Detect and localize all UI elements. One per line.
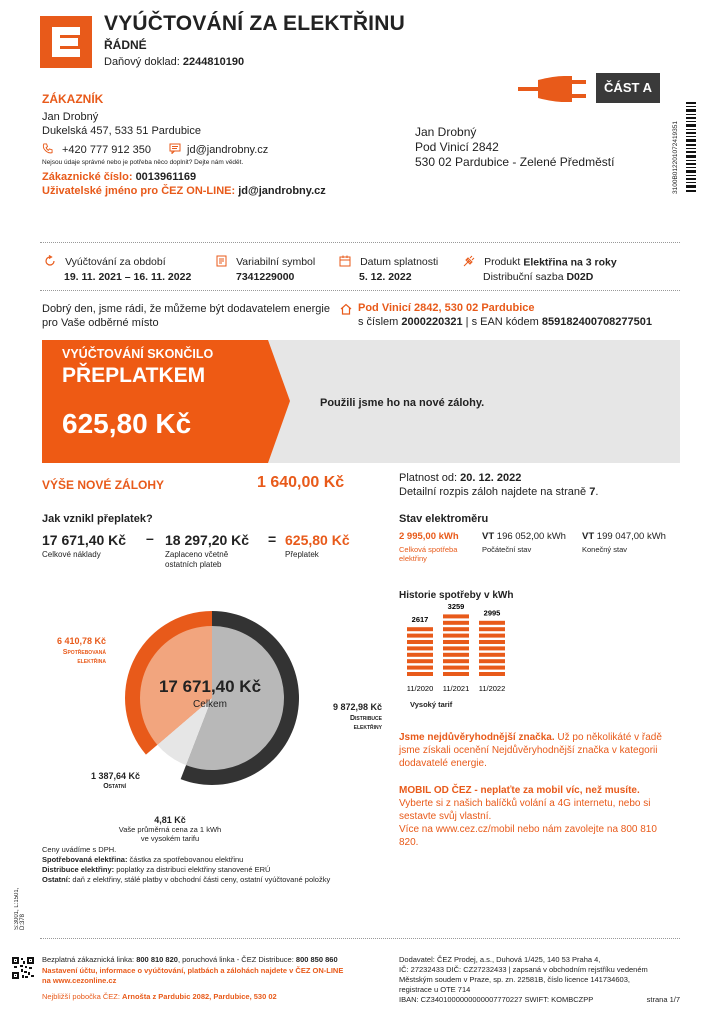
minus-sign: –: [146, 530, 154, 546]
ean-code: 859182400708277501: [541, 316, 653, 328]
barcode: [686, 102, 696, 192]
divider: [40, 242, 680, 243]
online-link[interactable]: na www.cezonline.cz: [42, 976, 117, 985]
start-prefix: VT: [482, 531, 495, 542]
mailing-address: [415, 125, 614, 170]
customer-number: 0013961169: [135, 171, 197, 183]
bar-segment: [479, 634, 505, 638]
bar-segment: [407, 640, 433, 644]
bar-segment: [407, 634, 433, 638]
product-label: Produkt: [484, 256, 521, 269]
pie-elec-name-2: elektřina: [77, 658, 106, 665]
branch-address: Arnošta z Pardubic 2082, Pardubice, 530 02: [122, 991, 277, 1001]
detail-post: .: [595, 486, 599, 498]
cez-logo: [40, 16, 92, 68]
supplier-iban: IBAN: CZ3401000000000007770227 SWIFT: KOMBCZPP: [399, 995, 594, 1004]
location-icon: [340, 303, 352, 318]
paid-label-1: Zaplaceno včetně: [165, 550, 229, 559]
note1-text: částka za spotřebovanou elektřinu: [127, 855, 244, 864]
note3-text: daň z elektřiny, stálé platby v obchodní části ceny, ostatní vyúčtované položky: [70, 875, 331, 884]
vs-label: Variabilní symbol: [236, 256, 316, 269]
customer-phone: +420 777 912 350: [62, 144, 152, 156]
barcode-number: 3100B012201072419351: [672, 120, 679, 194]
qr-code: [12, 957, 34, 982]
mail-city: 530 02 Pardubice - Zelené Předměstí: [415, 155, 615, 169]
mobile-promo-text: Vyberte si z našich balíčků volání a 4G internetu, nebo si sestavte svůj vlastní.: [399, 798, 651, 822]
tax-doc-number: 2244810190: [182, 56, 245, 68]
bar-segment: [407, 653, 433, 657]
avg-price: 4,81 Kč: [154, 815, 186, 825]
advances-validity: [399, 472, 521, 484]
end-label: Konečný stav: [582, 545, 628, 554]
pie-dist-name-2: elektřiny: [353, 724, 382, 731]
note2-title: Distribuce elektřiny:: [42, 865, 115, 874]
equals-sign: =: [268, 531, 277, 547]
mobile-promo-link[interactable]: Více na www.cez.cz/mobil nebo nám zavolejte na 800 810 820.: [399, 824, 657, 848]
history-legend: Vysoký tarif: [410, 700, 453, 709]
brand-promo-text: Už po několikáté v řadě jsme získali ocenění Nejdůvěryhodnější značka v kategorii dodavatelé energie.: [399, 732, 662, 769]
plug-icon: [518, 72, 596, 109]
bar-segment: [443, 653, 469, 657]
consumption-label-2: elektřiny: [399, 554, 427, 563]
paid-amount: 18 297,20 Kč: [165, 532, 250, 548]
paid-label: [165, 550, 228, 570]
bar-segment: [479, 653, 505, 657]
meter-heading: Stav elektroměru: [399, 513, 489, 525]
pie-center-label: Celkem: [193, 699, 227, 710]
plug-small-icon: [463, 255, 475, 270]
customer-name: Jan Drobný: [42, 111, 99, 123]
customer-heading: ZÁKAZNÍK: [42, 92, 104, 106]
branch-label: Nejbližší pobočka ČEZ:: [42, 991, 123, 1001]
period-label: Vyúčtování za období: [65, 256, 166, 269]
greeting-line2: pro Vaše odběrné místo: [42, 317, 159, 329]
place-number-label: s číslem: [358, 316, 399, 328]
bar-segment: [443, 640, 469, 644]
result-amount: 625,80 Kč: [285, 532, 350, 548]
bar-segment: [443, 627, 469, 631]
contact-row: [42, 143, 268, 157]
customer-address: Dukelská 457, 533 51 Pardubice: [42, 125, 201, 137]
phone-icon: [42, 143, 56, 157]
meter-end: [582, 531, 666, 542]
consumption-label: [399, 545, 457, 563]
divider: [40, 290, 680, 291]
brand-promo: [399, 731, 679, 770]
total-costs: 17 671,40 Kč: [42, 532, 127, 548]
result-label: Přeplatek: [285, 550, 319, 559]
due-label: Datum splatnosti: [360, 256, 439, 269]
banner-note: Použili jsme ho na nové zálohy.: [320, 397, 485, 409]
side-code: S:3001, L:1501, D:378: [14, 887, 26, 930]
greeting: [42, 302, 330, 330]
email-icon: [169, 143, 183, 157]
bar-segment: [479, 627, 505, 631]
bar-category-label: 11/2021: [442, 684, 470, 693]
pie-other-name: Ostatní: [103, 783, 126, 790]
refresh-icon: [44, 255, 56, 270]
greeting-line1: Dobrý den, jsme rádi, že můžeme být dodavatelem energie: [42, 303, 330, 315]
overpayment-amount: 625,80 Kč: [62, 408, 192, 439]
bar-segment: [407, 646, 433, 650]
pie-dist-amount: 9 872,98 Kč: [332, 702, 382, 712]
tariff-value: D02D: [566, 271, 594, 283]
avg-price-label: [100, 825, 240, 843]
bar-segment: [479, 672, 505, 676]
part-label: ČÁST A: [596, 73, 660, 103]
divider: [40, 938, 680, 939]
page-number: strana 1/7: [646, 995, 680, 1004]
due-block: [339, 255, 438, 270]
banner-line2: PŘEPLATKEM: [62, 364, 206, 387]
product-block: [463, 255, 617, 270]
bar-segment: [407, 627, 433, 631]
tax-doc-label: Daňový doklad:: [104, 56, 180, 68]
data-correction-note: Nejsou údaje správné nebo je potřeba něco doplnit? Dejte nám vědět.: [42, 159, 244, 166]
customer-number-label: Zákaznické číslo:: [42, 171, 133, 183]
validity-label: Platnost od:: [399, 472, 458, 484]
advances-amount: 1 640,00 Kč: [257, 474, 345, 491]
bar-segment: [479, 621, 505, 625]
footer-right: [399, 955, 648, 1005]
supplier-line3: Městským soudem v Praze, sp. zn. 22581B, číslo licence 141734603,: [399, 975, 630, 984]
bar-segment: [479, 666, 505, 670]
mail-street: Pod Vinicí 2842: [415, 140, 499, 154]
cost-notes: [42, 845, 330, 885]
supplier-line4: registrace u OTE 714: [399, 985, 471, 994]
fault-line-number: 800 850 860: [295, 955, 338, 964]
customer-email[interactable]: jd@jandrobny.cz: [187, 144, 269, 156]
end-prefix: VT: [582, 531, 595, 542]
detail-page: 7: [589, 486, 596, 498]
supplier-line1: Dodavatel: ČEZ Prodej, a.s., Duhová 1/425, 140 53 Praha 4,: [399, 955, 601, 964]
avg-label-2: ve vysokém tarifu: [140, 834, 200, 843]
detail-text: Detailní rozpis záloh najdete na straně: [399, 486, 587, 498]
period-value: 19. 11. 2021 – 16. 11. 2022: [64, 271, 192, 283]
advances-label: VÝŠE NOVÉ ZÁLOHY: [42, 478, 165, 492]
banner-line1: VYÚČTOVÁNÍ SKONČILO: [62, 347, 214, 361]
bar-segment: [443, 666, 469, 670]
tariff-label: Distribuční sazba: [483, 271, 564, 283]
bar-segment: [479, 659, 505, 663]
bar-segment: [407, 666, 433, 670]
bar-value-label: 2617: [411, 614, 429, 624]
total-costs-label: Celkové náklady: [42, 550, 101, 559]
supply-place-codes: [358, 316, 652, 328]
vs-block: [216, 255, 315, 270]
document-title: VYÚČTOVÁNÍ ZA ELEKTŘINU: [104, 12, 405, 35]
tax-document-line: [104, 56, 244, 68]
bar-segment: [443, 659, 469, 663]
bar-category-label: 11/2022: [478, 684, 506, 693]
bar-value-label: 2995: [483, 608, 501, 618]
vs-value: 7341229000: [236, 271, 295, 283]
paid-label-2: ostatních plateb: [165, 560, 222, 569]
bar-segment: [407, 672, 433, 676]
hotline-label: Bezplatná zákaznická linka:: [42, 955, 137, 964]
fault-line-label: , poruchová linka - ČEZ Distribuce:: [177, 955, 296, 964]
mail-name: Jan Drobný: [415, 125, 477, 139]
supply-place: Pod Vinicí 2842, 530 02 Pardubice: [358, 302, 535, 314]
vat-note: Ceny uvádíme s DPH.: [42, 845, 117, 854]
pie-center-value: 17 671,40 Kč: [158, 677, 262, 696]
username: jd@jandrobny.cz: [238, 185, 326, 197]
bar-segment: [443, 634, 469, 638]
pie-elec-name: [30, 648, 106, 666]
end-value: 199 047,00 kWh: [596, 531, 666, 542]
document-subtitle: ŘÁDNÉ: [104, 38, 147, 52]
ean-label: | s EAN kódem: [465, 316, 539, 328]
bar-category-label: 11/2020: [406, 684, 434, 693]
document-icon: [216, 255, 227, 270]
note1-title: Spotřebovaná elektřina:: [42, 855, 128, 864]
banner-arrow: [268, 340, 290, 463]
period-block: [44, 255, 166, 270]
brand-promo-title: Jsme nejdůvěryhodnější značka.: [399, 732, 555, 743]
pie-other-amount: 1 387,64 Kč: [90, 771, 140, 781]
validity-date: 20. 12. 2022: [460, 472, 522, 484]
meter-consumption: 2 995,00 kWh: [399, 531, 459, 542]
bar-value-label: 3259: [447, 604, 465, 611]
mobile-promo-title: MOBIL OD ČEZ - neplaťte za mobil víc, než musíte.: [399, 785, 640, 796]
pie-dist-name-1: Distribuce: [349, 715, 382, 722]
bar-segment: [443, 672, 469, 676]
bar-segment: [443, 646, 469, 650]
username-label: Uživatelské jméno pro ČEZ ON-LINE:: [42, 185, 236, 197]
pie-dist-name: [318, 714, 382, 732]
bar-segment: [443, 614, 469, 618]
history-title: Historie spotřeby v kWh: [399, 590, 514, 601]
bar-segment: [479, 640, 505, 644]
start-label: Počáteční stav: [482, 545, 532, 554]
pie-elec-name-1: Spotřebovaná: [62, 649, 106, 656]
meter-start: [482, 531, 566, 542]
tariff-row: [483, 271, 593, 283]
history-bar-chart: [399, 604, 529, 698]
consumption-label-1: Celková spotřeba: [399, 545, 458, 554]
due-value: 5. 12. 2022: [359, 271, 412, 283]
footer-left: [42, 955, 343, 1002]
bar-segment: [479, 646, 505, 650]
note3-title: Ostatní:: [42, 875, 71, 884]
advances-detail: [399, 486, 598, 498]
place-number: 2000220321: [401, 316, 463, 328]
mobile-promo: [399, 784, 679, 849]
calc-heading: Jak vznikl přeplatek?: [42, 513, 153, 525]
customer-number-row: [42, 171, 196, 183]
supplier-line2: IČ: 27232433 DIČ: CZ27232433 | zapsaná v obchodním rejstříku vedeném: [399, 965, 648, 974]
note2-text: poplatky za distribuci elektřiny stanovené ERÚ: [114, 865, 271, 874]
bar-segment: [443, 621, 469, 625]
pie-elec-amount: 6 410,78 Kč: [56, 636, 106, 646]
hotline-number: 800 810 820: [136, 955, 178, 964]
online-info: Nastavení účtu, informace o vyúčtování, platbách a zálohách najdete v ČEZ ON-LINE: [42, 965, 344, 975]
bar-segment: [407, 659, 433, 663]
username-row: [42, 185, 326, 197]
product-value: Elektřina na 3 roky: [523, 256, 617, 269]
calendar-icon: [339, 255, 351, 270]
start-value: 196 052,00 kWh: [496, 531, 566, 542]
avg-label-1: Vaše průměrná cena za 1 kWh: [118, 825, 222, 834]
